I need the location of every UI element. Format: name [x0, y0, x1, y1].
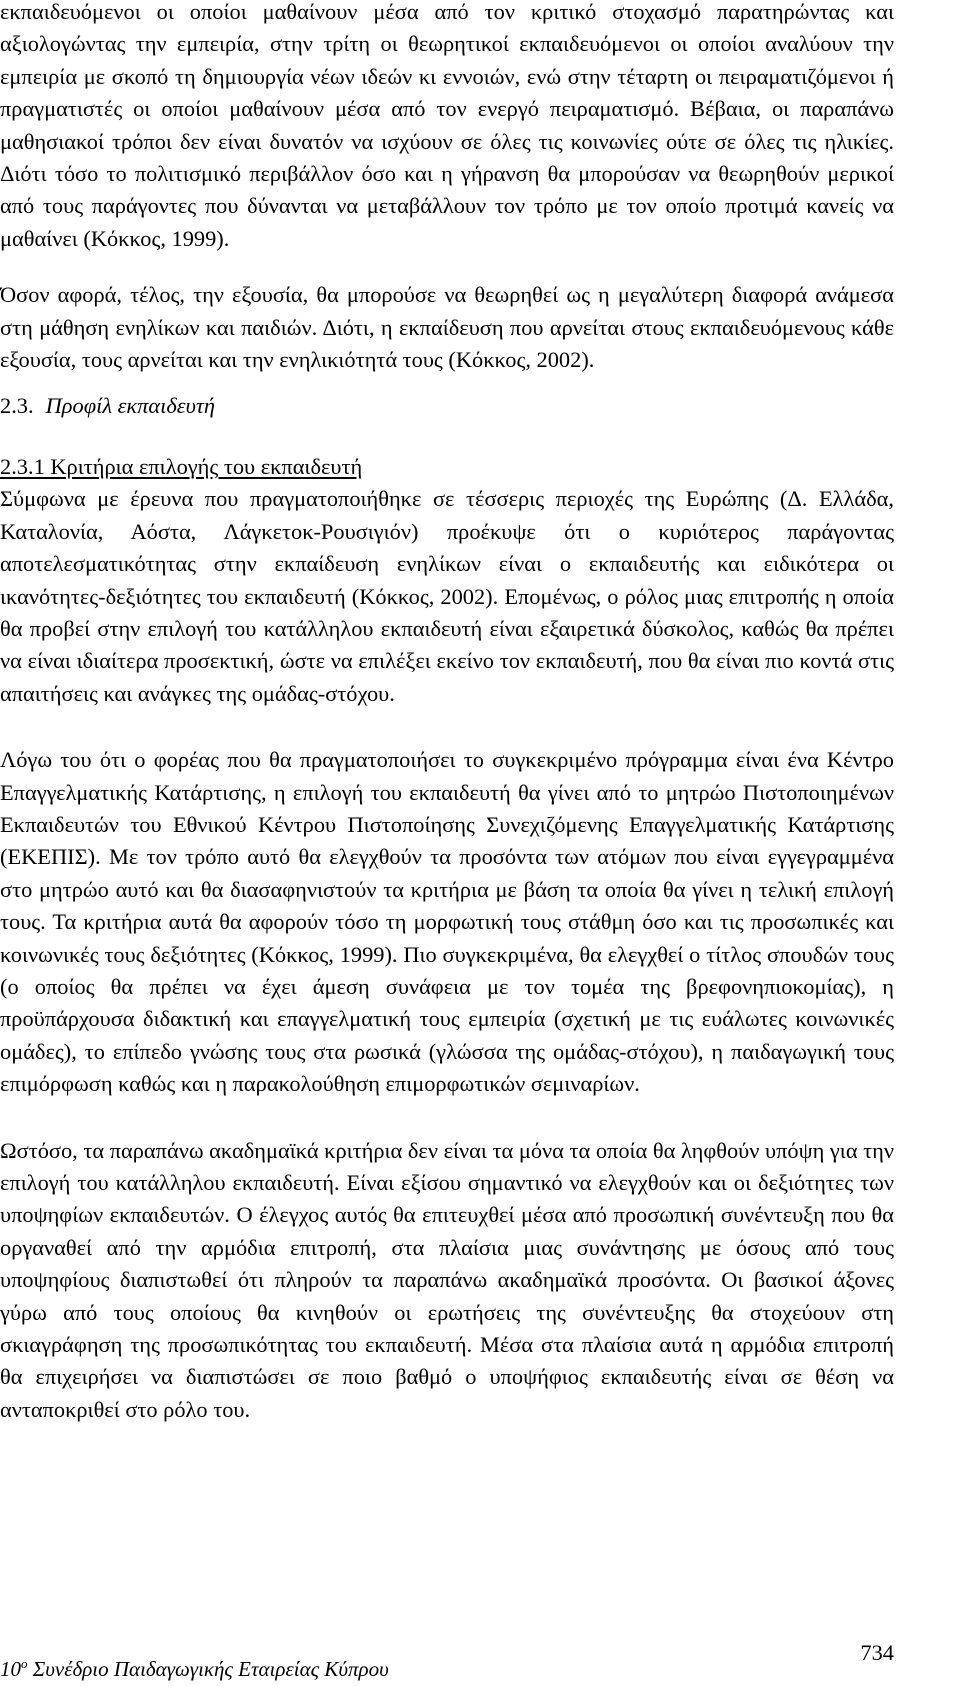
paragraph-authority: Όσον αφορά, τέλος, την εξουσία, θα μπορούσε να θεωρηθεί ως η μεγαλύτερη διαφορά ανάμεσα στη μάθηση ενηλίκων και παιδιών. Διότι, η εκπαίδευση που αρνείται στους εκπαιδευόμενους κάθε εξουσία, τους αρνείται και την ενηλικιότητά τους (Κόκκος, 2002).: [0, 282, 894, 373]
conference-name: Συνέδριο Παιδαγωγικής Εταιρείας Κύπρου: [27, 1657, 389, 1681]
section-number: 2.3.: [0, 393, 34, 419]
section-title: Προφίλ εκπαιδευτή: [45, 393, 215, 419]
page-number: 734: [860, 1640, 894, 1665]
paragraph-learning-styles: εκπαιδευόμενοι οι οποίοι μαθαίνουν μέσα από τον κριτικό στοχασμό παρατηρώντας και αξιολογώντας την εμπειρία, στην τρίτη οι θεωρητικοί εκπαιδευόμενοι οι οποίοι αναλύουν την εμπειρία με σκοπό τη δημιουργία νέων ιδεών κι εννοιών, ενώ στην τέταρτη οι πειραματιζόμενοι ή πραγματιστές οι οποίοι μαθαίνουν μέσα από τον ενεργό πειραματισμό. Βέβαια, οι παραπάνω μαθησιακοί τρόποι δεν είναι δυνατόν να ισχύουν σε όλες τις κοινωνίες ούτε σε όλες τις ηλικίες. Διότι τόσο το πολιτισμικό περιβάλλον όσο και η γήρανση θα μπορούσαν να θεωρηθούν μερικοί από τους παράγοντες που δύνανται να μεταβάλλουν τον τρόπο με τον οποίο προτιμά κανείς να μαθαίνει (Κόκκος, 1999).: [0, 0, 894, 251]
section-heading: [0, 390, 894, 422]
subsection-heading: 2.3.1 Κριτήρια επιλογής του εκπαιδευτή: [0, 453, 363, 479]
conference-number: 10: [0, 1657, 21, 1681]
conference-ordinal: ο: [21, 1656, 28, 1671]
paragraph-interview: Ωστόσο, τα παραπάνω ακαδημαϊκά κριτήρια δεν είναι τα μόνα τα οποία θα ληφθούν υπόψη για την επιλογή του κατάλληλου εκπαιδευτή. Είναι εξίσου σημαντικό να ελεγχθούν και οι δεξιότητες των υποψηφίων εκπαιδευτών. Ο έλεγχος αυτός θα επιτευχθεί μέσα από προσωπική συνέντευξη που θα οργαναθεί από την αρμόδια επιτροπή, στα πλαίσια μιας συνάντησης με όσους από τους υποψηφίους διαπιστωθεί ότι πληρούν τα παραπάνω ακαδημαϊκά προσόντα. Οι βασικοί άξονες γύρω από τους οποίους θα κινηθούν οι ερωτήσεις της συνέντευξης θα στοχεύουν στη σκιαγράφηση της προσωπικότητας του εκπαιδευτή. Μέσα στα πλαίσια αυτά η αρμόδια επιτροπή θα επιχειρήσει να διαπιστώσει σε ποιο βαθμό ο υποψήφιος εκπαιδευτής είναι σε θέση να ανταποκριθεί στο ρόλο του.: [0, 1137, 894, 1422]
conference-title: [0, 1656, 389, 1682]
paragraph-selection-criteria: Σύμφωνα με έρευνα που πραγματοποιήθηκε σε τέσσερις περιοχές της Ευρώπης (Δ. Ελλάδα, Καταλονία, Αόστα, Λάγκετοκ-Ρουσιγιόν) προέκυψε ότι ο κυριότερος παράγοντας αποτελεσματικότητας στην εκπαίδευση ενηλίκων είναι ο εκπαιδευτής και ειδικότερα οι ικανότητες-δεξιότητες του εκπαιδευτή (Κόκκος, 2002). Επομένως, ο ρόλος μιας επιτροπής η οποία θα προβεί στην επιλογή του κατάλληλου εκπαιδευτή είναι εξαιρετικά δύσκολος, καθώς θα πρέπει να είναι ιδιαίτερα προσεκτική, ώστε να επιλέξει εκείνο τον εκπαιδευτή, που θα είναι πιο κοντά στις απαιτήσεις και ανάγκες της ομάδας-στόχου.: [0, 486, 894, 706]
page-footer: [0, 1640, 894, 1682]
paragraph-program-provider: Λόγω του ότι ο φορέας που θα πραγματοποιήσει το συγκεκριμένο πρόγραμμα είναι ένα Κέντρο Επαγγελματικής Κατάρτισης, η επιλογή του εκπαιδευτή θα γίνει από το μητρώο Πιστοποιημένων Εκπαιδευτών του Εθνικού Κέντρου Πιστοποίησης Συνεχιζόμενης Επαγγελματικής Κατάρτισης (ΕΚΕΠΙΣ). Με τον τρόπο αυτό θα ελεγχθούν τα προσόντα των ατόμων που είναι εγγεγραμμένα στο μητρώο αυτό και θα διασαφηνιστούν τα κριτήρια με βάση τα οποία θα γίνει η τελική επιλογή τους. Τα κριτήρια αυτά θα αφορούν τόσο τη μορφωτική τους στάθμη όσο και τις προσωπικές και κοινωνικές τους δεξιότητες (Κόκκος, 1999). Πιο συγκεκριμένα, θα ελεγχθεί ο τίτλος σπουδών τους (ο οποίος θα πρέπει να έχει άμεση συνάφεια με τον τομέα της βρεφονηπιοκομίας), η προϋπάρχουσα διδακτική και επαγγελματική τους εμπειρία (σχετική με τις ευάλωτες κοινωνικές ομάδες), το επίπεδο γνώσης τους στα ρωσικά (γλώσσα της ομάδας-στόχου), η παιδαγωγική τους επιμόρφωση καθώς και η παρακολούθηση επιμορφωτικών σεμιναρίων.: [0, 747, 894, 1097]
